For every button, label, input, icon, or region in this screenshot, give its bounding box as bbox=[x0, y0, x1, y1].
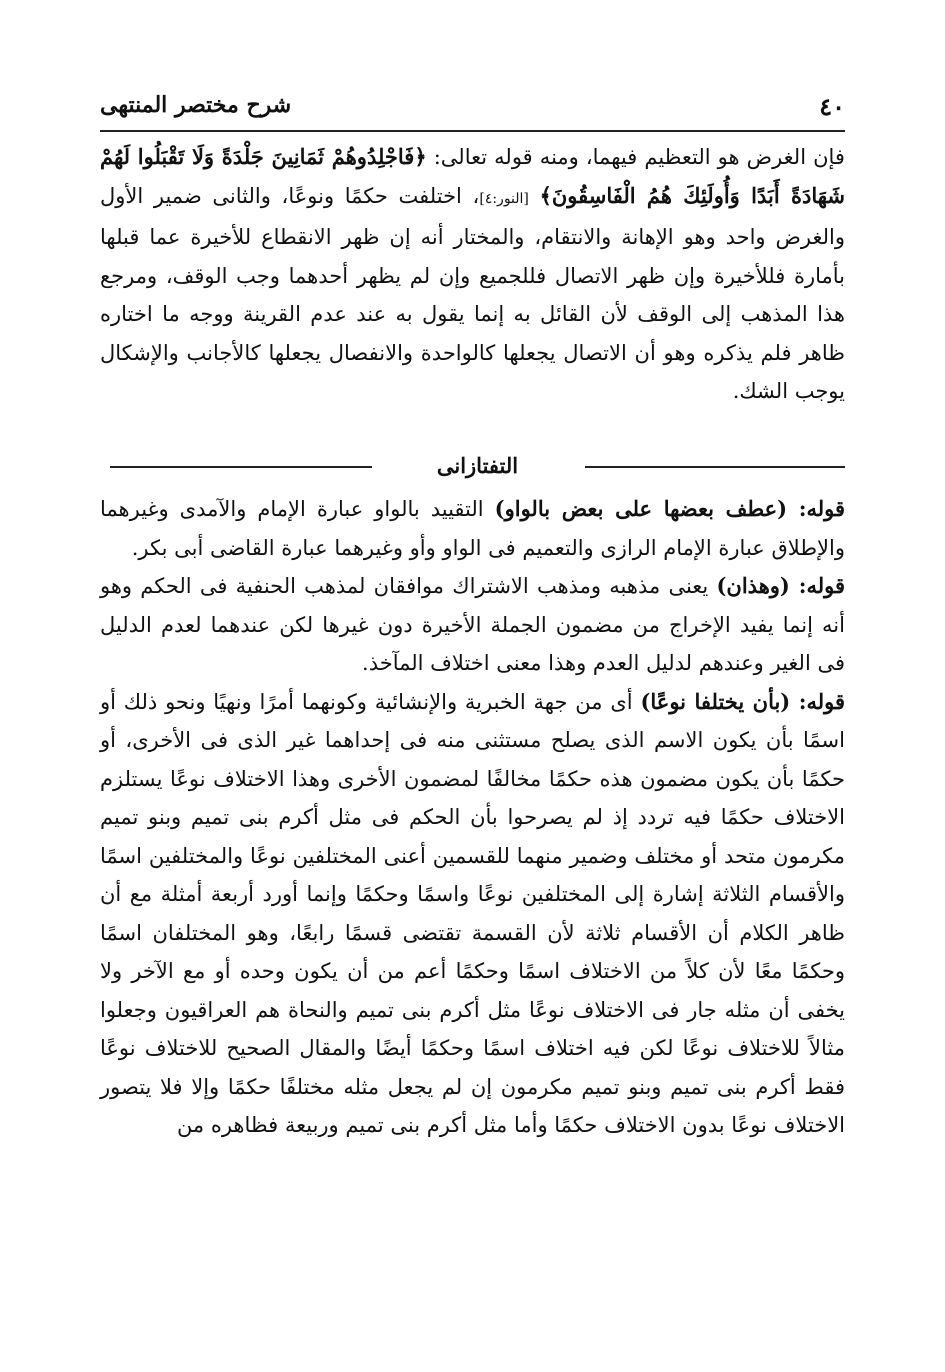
commentary-paragraph bbox=[100, 567, 845, 683]
main-paragraph bbox=[100, 138, 845, 411]
commentary-body: يعنى مذهبه ومذهب الاشتراك موافقان لمذهب الحنفية فى الحكم وهو أنه إنما يفيد الإخراج من مضمون الجملة الأخيرة دون غيرها لكن عندهما لعدم الدليل فى الغير وعندهم لدليل العدم وهذا معنى اختلاف المآخذ. bbox=[100, 574, 845, 675]
page-number: ٤٠ bbox=[819, 92, 845, 121]
section-divider bbox=[110, 450, 845, 482]
page-header bbox=[100, 92, 845, 126]
running-title: شرح مختصر المنتهى bbox=[100, 92, 292, 118]
commentary-body: أى من جهة الخبرية والإنشائية وكونهما أمرًا ونهيًا ونحو ذلك أو اسمًا بأن يكون الاسم الذى يصلح مستثنى منه فى إحداهما غير الذى فى الأخرى، أو حكمًا بأن يكون مضمون هذه حكمًا مخالفًا لمضمون الأخرى وهذا الاختلاف نوعًا يستلزم الاختلاف حكمًا فيه تردد إذ لم يصرحوا بأن الحكم فى مثل أكرم بنى تميم وبنو تميم مكرمون متحد أو مختلف وضمير منهما للقسمين أعنى المختلفين نوعًا والمختلفين اسمًا والأقسام الثلاثة إشارة إلى المختلفين نوعًا واسمًا وحكمًا وإنما أورد أربعة أمثلة مع أن ظاهر الكلام أن الأقسام ثلاثة لأن القسمة تقتضى قسمًا رابعًا، وهو المختلفان اسمًا وحكمًا معًا لأن كلاً من الاختلاف اسمًا وحكمًا أعم من أن يكون وحده أو مع الآخر ولا يخفى أن مثله جار فى الاختلاف نوعًا مثل أكرم بنى تميم والنحاة هم العراقيون وجعلوا مثالاً للاختلاف نوعًا لكن فيه اختلاف اسمًا وحكمًا أيضًا والمقال الصحيح للاختلاف نوعًا فقط أكرم بنى تميم وبنو تميم مكرمون إن لم يجعل مثله مختلفًا حكمًا وإلا فلا يتصور الاختلاف نوعًا بدون الاختلاف حكمًا وأما مثل أكرم بنى تميم وربيعة فظاهره من bbox=[100, 689, 845, 1137]
commentary-text bbox=[100, 490, 845, 1145]
divider-label: التفتازانى bbox=[436, 453, 519, 478]
main-text-intro: فإن الغرض هو التعظيم فيهما، ومنه قوله تعالى: bbox=[426, 145, 845, 169]
commentary-keyword: قوله: (بأن يختلفا نوعًا) bbox=[640, 688, 845, 714]
commentary-paragraph bbox=[100, 490, 845, 567]
main-text bbox=[100, 138, 845, 411]
commentary-paragraph bbox=[100, 683, 845, 1145]
header-rule bbox=[100, 130, 845, 132]
commentary-keyword: قوله: (عطف بعضها على بعض بالواو) bbox=[494, 496, 845, 521]
quran-verse: ﴿فَاجْلِدُوهُمْ ثَمَانِينَ جَلْدَةً وَلَا تَقْبَلُوا لَهُمْ شَهَادَةً أَبَدًا وَأُولَئِكَ هُمُ الْفَاسِقُونَ﴾ bbox=[100, 144, 845, 208]
commentary-body: التقييد بالواو عبارة الإمام والآمدى وغيرهما والإطلاق عبارة الإمام الرازى والتعميم فى الواو وأو وغيرهما عبارة القاضى أبى بكر. bbox=[100, 497, 845, 560]
main-text-body: ، اختلفت حكمًا ونوعًا، والثانى ضمير الأول والغرض واحد وهو الإهانة والانتقام، والمختار أنه إن ظهر الانقطاع للأخيرة عما قبلها بأمارة فللأخيرة وإن ظهر الاتصال فللجميع وإن لم يظهر أحدهما وجب الوقف، ومرجع هذا المذهب إلى الوقف لأن القائل به إنما يقول به عند عدم القرينة ووجه ما اختاره ظاهر فلم يذكره وهو أن الاتصال يجعلها كالواحدة والانفصال يجعلها كالأجانب والإشكال يوجب الشك. bbox=[100, 183, 845, 403]
divider-line-left bbox=[110, 466, 372, 468]
commentary-keyword: قوله: (وهذان) bbox=[716, 573, 845, 598]
verse-reference: [النور:٤] bbox=[479, 190, 529, 207]
